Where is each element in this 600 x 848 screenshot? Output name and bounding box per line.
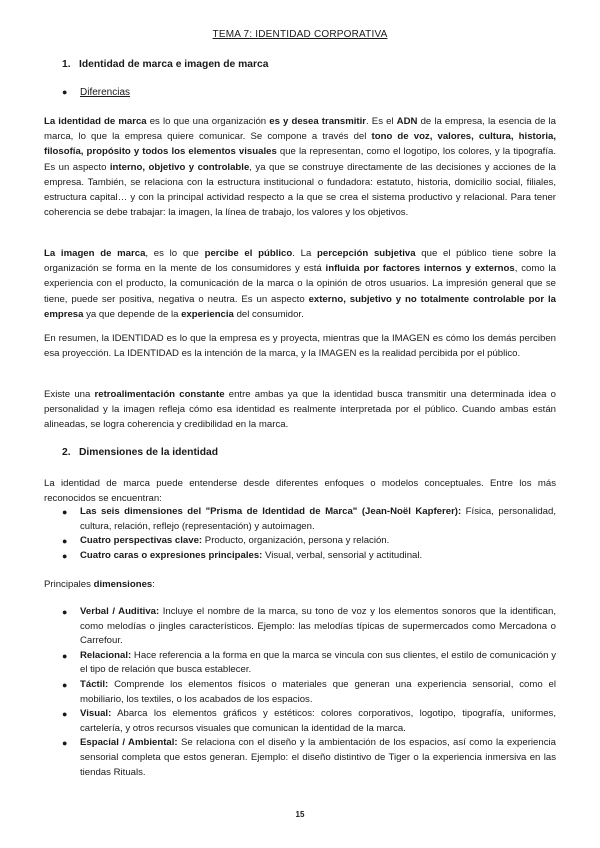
text-run: : [152,579,155,590]
paragraph-summary: En resumen, la IDENTIDAD es lo que la empresa es y proyecta, mientras que la IMAGEN es cómo los demás perciben esa proyección. La IDENTIDAD es la intención de la marca, y la IMAGEN es la realidad percibida por el público. [44,333,556,360]
subheading-label: Diferencias [80,87,131,98]
paragraph-image [44,246,556,322]
text-run: Física, personalidad, cultura, relación, reflejo (representación) y autoimagen. [80,506,557,532]
text-run: , es lo que [145,248,205,259]
text-run: Producto, organización, persona y relación. [202,535,390,547]
dimension-item [44,605,556,649]
text-run: es lo que una organización [146,116,270,127]
bold-text: externo, subjetivo y no totalmente controlable por la empresa [44,293,556,320]
section-1-title: Identidad de marca e imagen de marca [79,59,269,70]
text-run: Incluye el nombre de la marca, su tono de voz y los elementos sonoros que la identifican, como melodías o jingles característicos. Ejemplo: las melodías típicas de supermercados como Mercadona o Carrefour. [80,606,556,647]
bold-text: ADN [396,116,418,127]
bullet-icon: ● [62,607,68,617]
bold-text: Verbal / Auditiva: [80,606,160,617]
paragraph-identity [44,114,556,220]
text-run: Principales [44,579,94,590]
bullet-icon: ● [62,738,68,749]
bold-text: La identidad de marca [44,116,147,127]
section-2-title: Dimensiones de la identidad [79,447,219,458]
bold-text: es y desea transmitir [269,116,367,127]
text-run: Comprende los elementos físicos o materiales que generan una experiencia sensorial, como el mobiliario, los textiles, o los acabados de los espacios. [80,678,556,705]
text-run: entre ambas ya que la identidad busca transmitir una determinada idea o personalidad y la imagen refleja cómo esa identidad es realmente interpretada por el público. Cuando ambas están alineadas, se logra coherencia y credibilidad en la marca. [44,389,556,431]
text-run: que la representan, como el logotipo, los colores, y la tipografía. Es un aspecto [44,146,557,173]
bullet-icon: ● [62,87,68,97]
text-run: . La [292,248,318,259]
text-run: Hace referencia a la forma en que la marca se vincula con sus clientes, el estilo de comunicación y el tipo de relación que busca establecer. [80,649,556,676]
text-run: ya que depende de la [83,308,182,320]
model-item [44,549,556,564]
bold-text: experiencia [181,308,234,320]
bold-text: influida por factores internos y externos [325,263,515,275]
model-item [44,534,556,549]
bold-text: retroalimentación constante [94,389,225,400]
text-run: del consumidor. [233,308,304,320]
bold-text: Espacial / Ambiental: [80,737,178,749]
models-list [44,505,556,563]
dimension-item [44,649,556,678]
bold-text: Cuatro perspectivas clave: [80,535,203,547]
bold-text: Táctil: [80,678,109,690]
dimension-item [44,736,556,780]
bold-text: dimensiones [93,579,153,590]
text-run: de la empresa, la esencia de la marca, lo que la empresa quiere comunicar. Se compone a través del [44,116,556,143]
bold-text: Relacional: [80,649,132,661]
paragraph-feedback [44,387,556,433]
text-run: Se relaciona con el diseño y la ambientación de los espacios, así como la experiencia sensorial completa que estos generan. Ejemplo: el diseño distintivo de Tiger o la experiencia inmersiva en las tiendas Rituals. [80,737,556,778]
bold-text: percibe el público [204,248,293,259]
text-run: Abarca los elementos gráficos y estéticos: colores corporativos, logotipo, tipografía, uniformes, cartelería, y otros recursos visuales que comunican la identidad de la marca. [80,708,556,734]
text-run: Visual, verbal, sensorial y actitudinal. [262,549,423,561]
text-run: . Es el [366,116,397,127]
text-run: , ya que se construye directamente de las decisiones y acciones de la empresa. También, se relaciona con la estructura institucional o fundadora: estatuto, historia, domicilio social, filiales, estructura capital… y con la principal actividad respecto a la que se crea el sistema productivo y relacional. Para tener coherencia se debe trabajar: la imagen, la línea de trabajo, los valores y los objetivos. [44,161,556,219]
bold-text: Cuatro caras o expresiones principales: [80,549,263,561]
section-1-heading [62,59,268,70]
dimensions-list [44,605,556,780]
page-number: 15 [295,810,305,819]
model-item [44,505,556,534]
bullet-icon: ● [62,709,68,720]
bold-text: Visual: [80,708,112,720]
bold-text: Las seis dimensiones del "Prisma de Identidad de Marca" (Jean-Noël Kapferer): [80,506,462,517]
dimension-item [44,678,556,707]
section-2-number: 2. [62,447,71,458]
paragraph-intro: La identidad de marca puede entenderse desde diferentes enfoques o modelos conceptuales. Entre los más reconocidos se encuentran: [44,478,556,505]
bold-text: tono de voz, valores, cultura, historia, filosofía, propósito y todos los elementos visuales [44,131,556,158]
principales-label [44,577,556,592]
section-1-number: 1. [62,59,71,70]
page-title: TEMA 7: IDENTIDAD CORPORATIVA [212,29,388,40]
text-run: que el público tiene sobre la organización se forma en la mente de los consumidores y está [44,248,557,275]
bullet-icon: ● [62,536,68,547]
bold-text: percepción subjetiva [317,248,416,259]
bullet-icon: ● [62,507,68,517]
bold-text: La imagen de marca [44,248,146,259]
subheading-differences [62,87,130,98]
bullet-icon: ● [62,679,68,690]
bold-text: interno, objetivo y controlable [109,161,250,173]
section-2-heading [62,447,218,458]
text-run: Existe una [44,389,95,400]
bullet-icon: ● [62,650,68,661]
dimension-item [44,707,556,736]
bullet-icon: ● [62,550,68,561]
text-run: , como la experiencia con el producto, la comunicación de la marca o la opinión de otros usuarios. La impresión general que se tiene, puede ser positiva, negativa o neutra. Es un aspecto [44,263,556,305]
